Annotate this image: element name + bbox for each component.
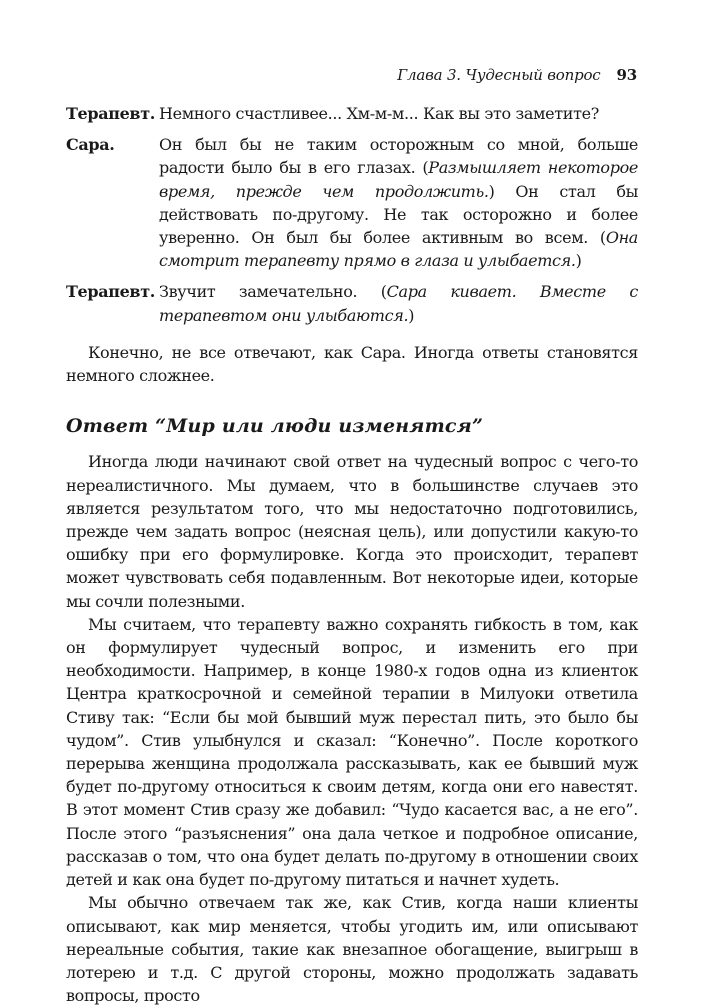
speaker-name: Терапевт. <box>66 104 155 123</box>
stage-direction: Размышляет некоторое время, прежде чем продолжить. <box>159 158 638 201</box>
paragraph: Мы считаем, что терапевту важно сохранять гибкость в том, как он формулирует чудесный вопрос, и изменить его при необходимости. Например, в конце 1980-х годов одна из клиенток Центра краткосрочной и семейной терапии в Милуоки ответила Стиву так: “Если бы мой бывший муж перестал пить, это было бы чудом”. Стив улыбнулся и сказал: “Конечно”. После короткого перерыва женщина продолжала рассказывать, как ее бывший муж будет по-другому относиться к своим детям, когда они его навестят. В этот момент Стив сразу же добавил: “Чудо касается вас, а не его”. После этого “разъяснения” она дала четкое и подробное описание, рассказав о том, что она будет делать по-другому в отношении своих детей и как она будет по-другому питаться и начнет худеть. <box>66 614 638 890</box>
speaker-name: Сара. <box>66 135 115 155</box>
speaker-name: Терапевт. <box>66 282 155 302</box>
speech-fragment: ) <box>575 251 582 271</box>
page-content <box>66 102 638 1007</box>
paragraph: Мы обычно отвечаем так же, как Стив, когда наши клиенты описывают, как мир меняется, чтобы угодить им, или описывают нереальные события, такие как внезапное обогащение, выигрыш в лотерею и т.д. С другой стороны, можно продолжать задавать вопросы, просто <box>66 893 638 1006</box>
speech-fragment: Немного счастливее... Хм-м-м... Как вы это заметите? <box>159 104 599 123</box>
page-number: 93 <box>616 66 637 84</box>
speech-fragment: Он был бы не таким осторожным со мной, больше радости было бы в его глазах. ( <box>159 135 638 178</box>
dialogue-line <box>66 280 638 326</box>
speech-text <box>159 280 638 326</box>
dialogue-block <box>66 102 638 327</box>
stage-direction: Сара кивает. Вместе с терапевтом они улыбаются. <box>159 282 638 325</box>
section-heading: Ответ “Мир или люди изменятся” <box>66 415 484 438</box>
dialogue-line <box>66 133 638 272</box>
body-text <box>66 450 638 1007</box>
intro-paragraph: Конечно, не все отвечают, как Сара. Иногда ответы становятся немного сложнее. <box>66 342 638 386</box>
speech-fragment: ) Он стал бы действовать по-другому. Не так осторожно и более уверенно. Он был бы более активным во всем. ( <box>159 181 638 248</box>
dialogue-line <box>66 102 638 125</box>
running-header <box>397 66 637 84</box>
speech-fragment: Звучит замечательно. ( <box>159 282 387 302</box>
speech-fragment: ) <box>408 305 415 325</box>
stage-direction: Она смотрит терапевту прямо в глаза и улыбается. <box>159 228 638 271</box>
chapter-title: Глава 3. Чудесный вопрос <box>397 66 601 84</box>
speech-text <box>159 102 638 125</box>
paragraph: Иногда люди начинают свой ответ на чудесный вопрос с чего-то нереалистичного. Мы думаем, что в большинстве случаев это является результатом того, что мы недостаточно подготовились, прежде чем задать вопрос (неясная цель), или допустили какую-то ошибку при его формулировке. Когда это происходит, терапевт может чувствовать себя подавленным. Вот некоторые идеи, которые мы сочли полезными. <box>66 452 638 611</box>
speech-text <box>159 133 638 272</box>
